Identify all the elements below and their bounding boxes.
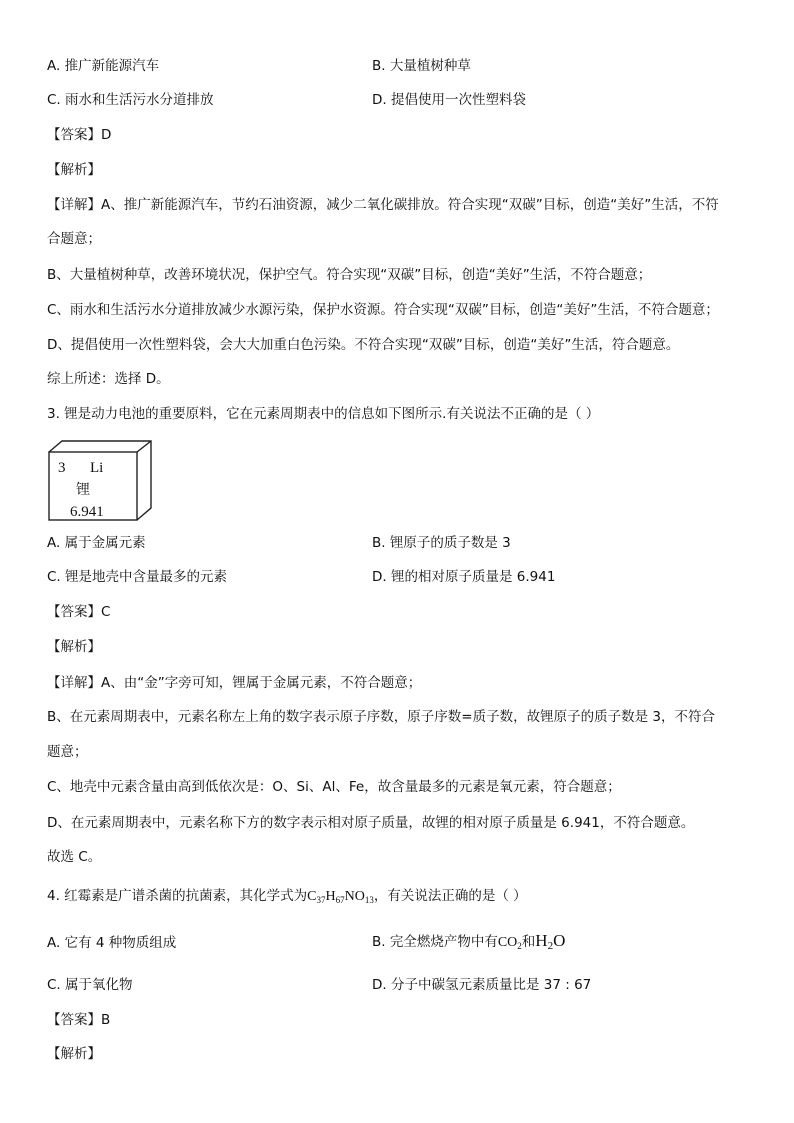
co2-formula <box>498 935 522 950</box>
q4-option-b-and: 和 <box>521 934 536 950</box>
co-text: CO <box>497 935 518 950</box>
q3-option-d: D. 锂的相对原子质量是 6.941 <box>372 569 556 585</box>
q2-analysis-label: 【解析】 <box>47 162 101 178</box>
q2-detail-line: D、提倡使用一次性塑料袋，会大大加重白色污染。不符合实现“双碳”目标，创造“美好”生活，符合题意。 <box>47 337 680 353</box>
q2-option-d: D. 提倡使用一次性塑料袋 <box>372 92 526 108</box>
q2-detail-line: C、雨水和生活污水分道排放减少水源污染，保护水资源。符合实现“双碳”目标，创造“美好”生活，不符合题意； <box>47 302 719 318</box>
q4-option-d: D. 分子中碳氢元素质量比是 37 : 67 <box>372 977 592 993</box>
h2o-formula <box>535 931 565 950</box>
q2-answer: 【答案】D <box>47 127 112 143</box>
h-text: H <box>535 931 548 950</box>
h2o-subscript: 2 <box>547 940 554 952</box>
q4-stem-suffix: ，有关说法正确的是（ ） <box>373 888 527 904</box>
q4-option-a: A. 它有 4 种物质组成 <box>47 935 177 951</box>
q3-detail-line: 题意； <box>47 744 88 760</box>
q2-detail-line: B、大量植树种草，改善环境状况，保护空气。符合实现“双碳”目标，创造“美好”生活，不符合题意； <box>47 267 652 283</box>
element-atomic-number: 3 <box>58 460 66 476</box>
q3-stem: 3. 锂是动力电池的重要原料，它在元素周期表中的信息如下图所示.有关说法不正确的是（ ） <box>47 406 600 422</box>
q3-detail-line: 【详解】A、由“金”字旁可知，锂属于金属元素，不符合题意； <box>47 675 422 691</box>
q4-option-b <box>372 932 565 952</box>
q4-answer: 【答案】B <box>47 1012 111 1028</box>
element-atomic-mass: 6.941 <box>70 504 104 520</box>
element-symbol: Li <box>90 460 104 476</box>
q3-answer: 【答案】C <box>47 604 111 620</box>
q2-detail-line: 【详解】A、推广新能源汽车，节约石油资源，减少二氧化碳排放。符合实现“双碳”目标，创造“美好”生活，不符 <box>47 197 719 213</box>
q4-formula <box>307 889 374 904</box>
q3-detail-line: C、地壳中元素含量由高到低依次是：O、Si、Al、Fe，故含量最多的元素是氧元素，符合题意； <box>47 779 621 795</box>
q3-detail-line: 故选 C。 <box>47 849 102 865</box>
q3-option-b: B. 锂原子的质子数是 3 <box>372 535 511 551</box>
formula-carbon-count: 37 <box>316 895 326 905</box>
formula-hydrogen: H <box>325 889 336 904</box>
q2-option-a: A. 推广新能源汽车 <box>47 58 160 74</box>
q3-detail-line: D、在元素周期表中，元素名称下方的数字表示相对原子质量，故锂的相对原子质量是 6.941，不符合题意。 <box>47 815 695 831</box>
formula-hydrogen-count: 67 <box>335 895 345 905</box>
formula-nitrogen-oxygen: NO <box>344 889 365 904</box>
o-text: O <box>553 931 566 950</box>
q3-option-c: C. 锂是地壳中含量最多的元素 <box>47 569 228 585</box>
q3-analysis-label: 【解析】 <box>47 639 101 655</box>
q4-option-c: C. 属于氧化物 <box>47 977 133 993</box>
q3-detail-line: B、在元素周期表中，元素名称左上角的数字表示原子序数，原子序数=质子数，故锂原子的质子数是 3，不符合 <box>47 709 715 725</box>
q3-option-a: A. 属于金属元素 <box>47 535 146 551</box>
formula-oxygen-count: 13 <box>364 895 374 905</box>
formula-carbon: C <box>307 889 317 904</box>
co2-subscript: 2 <box>517 941 522 951</box>
q2-option-c: C. 雨水和生活污水分道排放 <box>47 92 214 108</box>
q2-option-b: B. 大量植树种草 <box>372 58 471 74</box>
q4-option-b-prefix: B. 完全燃烧产物中有 <box>372 934 498 950</box>
element-tile-lithium <box>48 440 154 522</box>
q2-detail-line: 综上所述：选择 D。 <box>47 371 170 387</box>
q4-stem <box>47 887 527 906</box>
q4-analysis-label: 【解析】 <box>47 1046 101 1062</box>
element-name: 锂 <box>76 482 90 498</box>
q4-stem-prefix: 4. 红霉素是广谱杀菌的抗菌素，其化学式为 <box>47 888 308 904</box>
q2-detail-line: 合题意； <box>47 231 101 247</box>
